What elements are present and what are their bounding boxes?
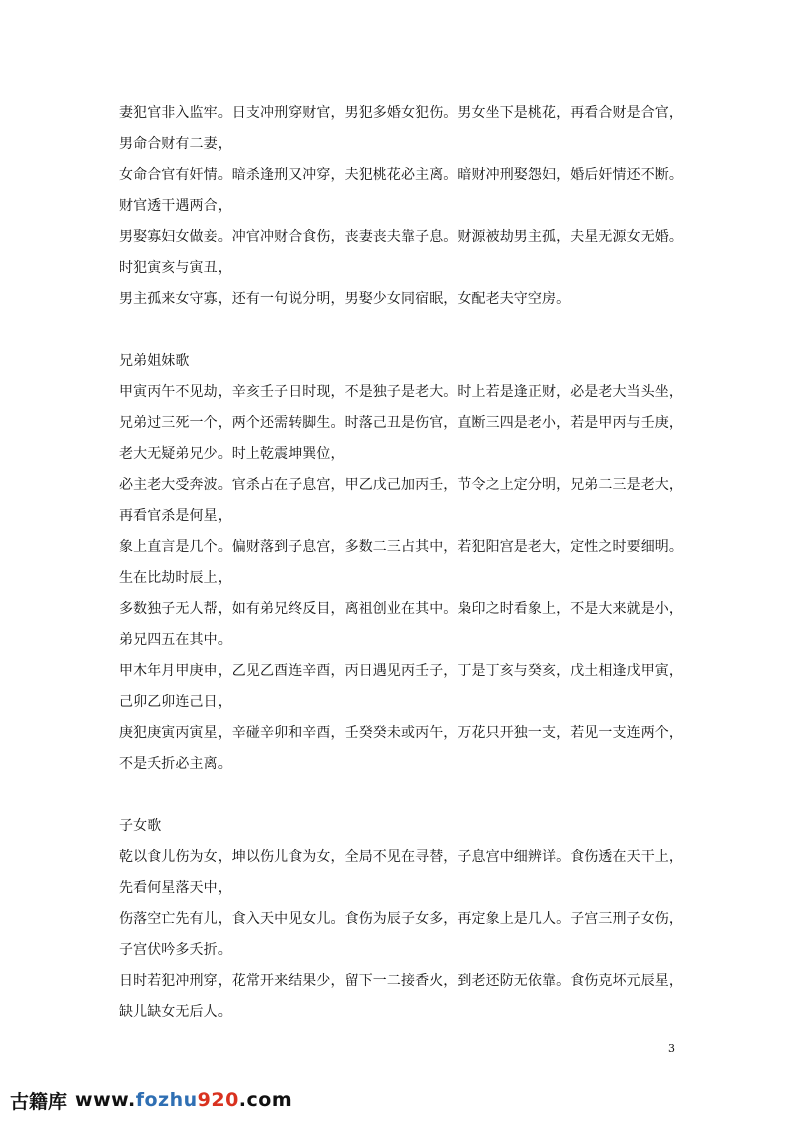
intro-block — [119, 98, 683, 315]
url-part1: fozhu — [135, 1089, 198, 1111]
section-children — [119, 811, 683, 1028]
paragraph-line: 己卯乙卯连己日， — [119, 694, 232, 710]
paragraph-line: 生在比劫时辰上， — [119, 570, 232, 586]
paragraph-line: 再看官杀是何星， — [119, 508, 232, 524]
paragraph-line: 子宫伏吟多夭折。 — [119, 942, 232, 958]
url-suffix: .com — [238, 1089, 293, 1111]
paragraph-line: 必主老大受奔波。官杀占在子息宫，甲乙戊己加丙壬，节令之上定分明，兄弟二三是老大， — [119, 477, 683, 493]
document-body — [119, 98, 683, 1028]
url-part2: 920 — [197, 1089, 239, 1111]
paragraph-line: 时犯寅亥与寅丑， — [119, 260, 232, 276]
paragraph-line: 伤落空亡先有儿，食入天中见女儿。食伤为辰子女多，再定象上是几人。子宫三刑子女伤， — [119, 911, 683, 927]
section-title: 兄弟姐妹歌 — [119, 353, 190, 369]
paragraph-line: 日时若犯冲刑穿，花常开来结果少，留下一二接香火，到老还防无依靠。食伤克坏元辰星， — [119, 973, 683, 989]
paragraph-line: 男娶寡妇女做妾。冲官冲财合食伤，丧妻丧夫靠子息。财源被劫男主孤，夫星无源女无婚。 — [119, 229, 683, 245]
paragraph-line: 不是夭折必主离。 — [119, 756, 232, 772]
paragraph-line: 多数独子无人帮，如有弟兄终反目，离祖创业在其中。枭印之时看象上，不是大来就是小， — [119, 601, 683, 617]
url-prefix: www. — [75, 1089, 136, 1111]
paragraph-line: 男主孤来女守寡，还有一句说分明，男娶少女同宿眠，女配老夫守空房。 — [119, 291, 571, 307]
paragraph-line: 庚犯庚寅丙寅星，辛碰辛卯和辛酉，壬癸癸未或丙午，万花只开独一支，若见一支连两个， — [119, 725, 683, 741]
paragraph-line: 缺儿缺女无后人。 — [119, 1004, 232, 1020]
footer-watermark — [10, 1086, 292, 1114]
paragraph-line: 甲寅丙午不见劫，辛亥壬子日时现，不是独子是老大。时上若是逢正财，必是老大当头坐， — [119, 384, 683, 400]
paragraph-line: 男命合财有二妻， — [119, 136, 232, 152]
paragraph-line: 女命合官有奸情。暗杀逢刑又冲穿，夫犯桃花必主离。暗财冲刑娶怨妇，婚后奸情还不断。 — [119, 167, 683, 183]
paragraph-line: 兄弟过三死一个，两个还需转脚生。时落己丑是伤官，直断三四是老小，若是甲丙与壬庚， — [119, 415, 683, 431]
paragraph-line: 财官透干遇两合， — [119, 198, 232, 214]
paragraph-line: 弟兄四五在其中。 — [119, 632, 232, 648]
paragraph-line: 老大无疑弟兄少。时上乾震坤巽位， — [119, 446, 345, 462]
paragraph-line: 象上直言是几个。偏财落到子息宫，多数二三占其中，若犯阳宫是老大，定性之时要细明。 — [119, 539, 683, 555]
paragraph-line: 甲木年月甲庚申，乙见乙酉连辛酉，丙日遇见丙壬子，丁是丁亥与癸亥，戊土相逢戊甲寅， — [119, 663, 683, 679]
paragraph-line: 妻犯官非入监牢。日支冲刑穿财官，男犯多婚女犯伤。男女坐下是桃花，再看合财是合官， — [119, 105, 683, 121]
section-siblings — [119, 346, 683, 780]
section-title: 子女歌 — [119, 818, 162, 834]
footer-site-name: 古籍库 — [10, 1090, 68, 1113]
paragraph-line: 乾以食儿伤为女，坤以伤儿食为女，全局不见在寻替，子息宫中细辨详。食伤透在天干上， — [119, 849, 683, 865]
footer-url — [75, 1089, 292, 1111]
paragraph-line: 先看何星落天中， — [119, 880, 232, 896]
page-number: 3 — [668, 1042, 675, 1055]
